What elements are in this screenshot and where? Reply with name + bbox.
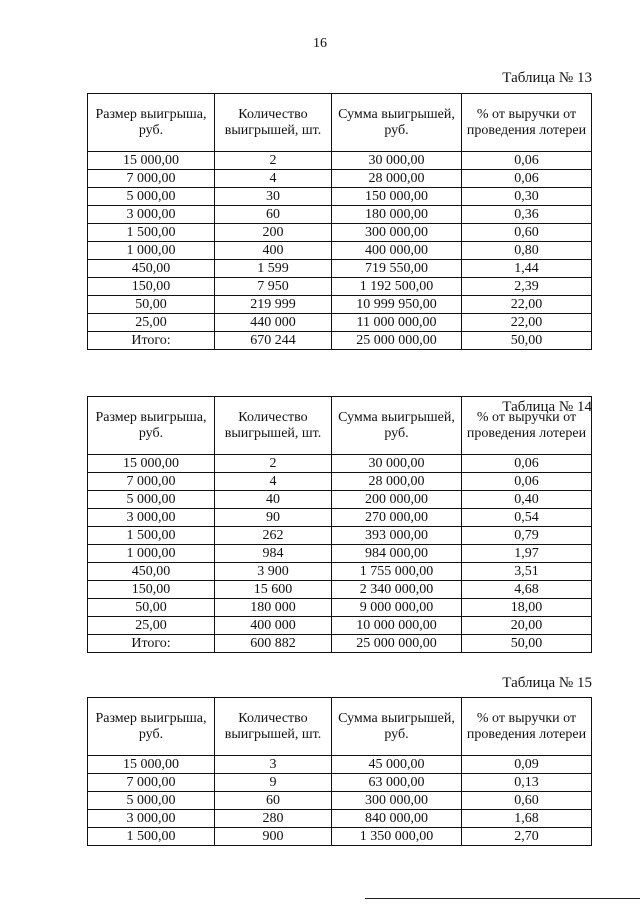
cell-revenue-percent: 0,36: [462, 206, 592, 224]
cell-revenue-percent: 50,00: [462, 635, 592, 653]
cell-prize-count: 200: [215, 224, 332, 242]
table-row: [88, 455, 592, 473]
cell-prize-size: 150,00: [88, 581, 215, 599]
cell-prize-count: 60: [215, 792, 332, 810]
cell-prize-size: 1 000,00: [88, 242, 215, 260]
cell-prize-count: 180 000: [215, 599, 332, 617]
cell-revenue-percent: 0,60: [462, 224, 592, 242]
cell-revenue-percent: 1,97: [462, 545, 592, 563]
table-row: [88, 792, 592, 810]
cell-prize-size: 5 000,00: [88, 491, 215, 509]
cell-revenue-percent: 0,09: [462, 756, 592, 774]
cell-prize-sum: 63 000,00: [332, 774, 462, 792]
cell-revenue-percent: 0,79: [462, 527, 592, 545]
cell-prize-count: 15 600: [215, 581, 332, 599]
cell-revenue-percent: 3,51: [462, 563, 592, 581]
cell-prize-size: 50,00: [88, 296, 215, 314]
cell-prize-size: Итого:: [88, 332, 215, 350]
cell-prize-count: 2: [215, 455, 332, 473]
prize-table-14: [87, 396, 592, 653]
cell-revenue-percent: 0,30: [462, 188, 592, 206]
cell-prize-sum: 150 000,00: [332, 188, 462, 206]
cell-prize-sum: 25 000 000,00: [332, 332, 462, 350]
cell-prize-size: 450,00: [88, 563, 215, 581]
prize-table-13: [87, 93, 592, 350]
cell-prize-count: 4: [215, 473, 332, 491]
table-row: [88, 491, 592, 509]
cell-prize-sum: 1 350 000,00: [332, 828, 462, 846]
cell-prize-count: 40: [215, 491, 332, 509]
cell-prize-sum: 270 000,00: [332, 509, 462, 527]
table-row: [88, 527, 592, 545]
cell-prize-sum: 9 000 000,00: [332, 599, 462, 617]
table-row: [88, 473, 592, 491]
header-prize-count: Количество выигрышей, шт.: [215, 698, 332, 756]
page-number: 16: [313, 36, 327, 51]
cell-revenue-percent: 0,06: [462, 473, 592, 491]
cell-revenue-percent: 0,54: [462, 509, 592, 527]
header-revenue-percent: % от выручки от проведения лотереи: [462, 698, 592, 756]
cell-prize-size: 7 000,00: [88, 170, 215, 188]
table-row: [88, 545, 592, 563]
cell-prize-sum: 840 000,00: [332, 810, 462, 828]
cell-revenue-percent: 1,68: [462, 810, 592, 828]
cell-prize-sum: 30 000,00: [332, 455, 462, 473]
cell-prize-sum: 30 000,00: [332, 152, 462, 170]
cell-prize-size: 7 000,00: [88, 774, 215, 792]
table-row: [88, 170, 592, 188]
prize-table-15: [87, 697, 592, 846]
cell-prize-sum: 28 000,00: [332, 473, 462, 491]
cell-prize-sum: 2 340 000,00: [332, 581, 462, 599]
table-caption-14: Таблица № 14: [502, 399, 592, 415]
header-prize-sum: Сумма выигрышей, руб.: [332, 397, 462, 455]
table-header-row: [88, 94, 592, 152]
cell-prize-size: 450,00: [88, 260, 215, 278]
cell-prize-count: 3 900: [215, 563, 332, 581]
cell-prize-size: 3 000,00: [88, 509, 215, 527]
table-row: [88, 756, 592, 774]
cell-prize-size: 25,00: [88, 314, 215, 332]
cell-revenue-percent: 0,06: [462, 152, 592, 170]
cell-prize-size: 15 000,00: [88, 756, 215, 774]
table-row: [88, 563, 592, 581]
cell-prize-count: 219 999: [215, 296, 332, 314]
cell-prize-size: 150,00: [88, 278, 215, 296]
cell-revenue-percent: 4,68: [462, 581, 592, 599]
cell-prize-sum: 300 000,00: [332, 792, 462, 810]
header-prize-count: Количество выигрышей, шт.: [215, 397, 332, 455]
table-row: [88, 581, 592, 599]
cell-prize-sum: 200 000,00: [332, 491, 462, 509]
table-row: [88, 774, 592, 792]
cell-revenue-percent: 18,00: [462, 599, 592, 617]
cell-prize-sum: 1 192 500,00: [332, 278, 462, 296]
cell-prize-sum: 28 000,00: [332, 170, 462, 188]
cell-revenue-percent: 2,70: [462, 828, 592, 846]
table-row: [88, 828, 592, 846]
cell-prize-count: 440 000: [215, 314, 332, 332]
cell-prize-count: 670 244: [215, 332, 332, 350]
cell-revenue-percent: 0,13: [462, 774, 592, 792]
cell-prize-size: 5 000,00: [88, 792, 215, 810]
cell-prize-count: 400 000: [215, 617, 332, 635]
cell-prize-size: 3 000,00: [88, 810, 215, 828]
footer-divider: [365, 898, 640, 899]
cell-prize-sum: 400 000,00: [332, 242, 462, 260]
cell-prize-count: 2: [215, 152, 332, 170]
header-prize-sum: Сумма выигрышей, руб.: [332, 94, 462, 152]
cell-prize-size: Итого:: [88, 635, 215, 653]
table-row: [88, 509, 592, 527]
cell-prize-size: 50,00: [88, 599, 215, 617]
cell-prize-size: 3 000,00: [88, 206, 215, 224]
cell-prize-sum: 10 999 950,00: [332, 296, 462, 314]
cell-prize-count: 262: [215, 527, 332, 545]
cell-prize-count: 400: [215, 242, 332, 260]
cell-revenue-percent: 0,60: [462, 792, 592, 810]
cell-prize-size: 15 000,00: [88, 455, 215, 473]
table-row: [88, 599, 592, 617]
cell-revenue-percent: 22,00: [462, 296, 592, 314]
cell-prize-size: 25,00: [88, 617, 215, 635]
cell-prize-size: 1 500,00: [88, 828, 215, 846]
cell-prize-sum: 393 000,00: [332, 527, 462, 545]
cell-prize-count: 9: [215, 774, 332, 792]
cell-revenue-percent: 2,39: [462, 278, 592, 296]
cell-revenue-percent: 0,80: [462, 242, 592, 260]
cell-prize-size: 1 000,00: [88, 545, 215, 563]
table-row: [88, 206, 592, 224]
cell-revenue-percent: 50,00: [462, 332, 592, 350]
table-row: [88, 617, 592, 635]
cell-revenue-percent: 1,44: [462, 260, 592, 278]
cell-prize-count: 600 882: [215, 635, 332, 653]
header-prize-size: Размер выигрыша, руб.: [88, 94, 215, 152]
header-revenue-percent: % от выручки от проведения лотереи: [462, 397, 592, 455]
header-revenue-percent: % от выручки от проведения лотереи: [462, 94, 592, 152]
cell-prize-size: 5 000,00: [88, 188, 215, 206]
cell-revenue-percent: 22,00: [462, 314, 592, 332]
table-row: [88, 260, 592, 278]
header-prize-size: Размер выигрыша, руб.: [88, 698, 215, 756]
table-row: [88, 242, 592, 260]
table-caption-15: Таблица № 15: [502, 675, 592, 691]
table-row: [88, 332, 592, 350]
header-prize-count: Количество выигрышей, шт.: [215, 94, 332, 152]
table-caption-13: Таблица № 13: [502, 70, 592, 86]
cell-revenue-percent: 20,00: [462, 617, 592, 635]
cell-prize-size: 1 500,00: [88, 527, 215, 545]
cell-prize-sum: 45 000,00: [332, 756, 462, 774]
table-row: [88, 296, 592, 314]
cell-revenue-percent: 0,40: [462, 491, 592, 509]
table-row: [88, 635, 592, 653]
table-row: [88, 810, 592, 828]
cell-prize-count: 984: [215, 545, 332, 563]
table-header-row: [88, 397, 592, 455]
cell-prize-size: 7 000,00: [88, 473, 215, 491]
header-prize-size: Размер выигрыша, руб.: [88, 397, 215, 455]
cell-prize-sum: 10 000 000,00: [332, 617, 462, 635]
table-row: [88, 188, 592, 206]
cell-prize-sum: 1 755 000,00: [332, 563, 462, 581]
cell-prize-size: 1 500,00: [88, 224, 215, 242]
table-row: [88, 278, 592, 296]
cell-prize-count: 30: [215, 188, 332, 206]
cell-prize-size: 15 000,00: [88, 152, 215, 170]
cell-prize-count: 90: [215, 509, 332, 527]
table-row: [88, 314, 592, 332]
header-prize-sum: Сумма выигрышей, руб.: [332, 698, 462, 756]
cell-prize-count: 7 950: [215, 278, 332, 296]
cell-prize-count: 1 599: [215, 260, 332, 278]
table-row: [88, 224, 592, 242]
table-row: [88, 152, 592, 170]
cell-prize-count: 60: [215, 206, 332, 224]
cell-revenue-percent: 0,06: [462, 455, 592, 473]
cell-prize-count: 280: [215, 810, 332, 828]
cell-revenue-percent: 0,06: [462, 170, 592, 188]
cell-prize-sum: 719 550,00: [332, 260, 462, 278]
cell-prize-count: 900: [215, 828, 332, 846]
cell-prize-sum: 300 000,00: [332, 224, 462, 242]
cell-prize-sum: 25 000 000,00: [332, 635, 462, 653]
cell-prize-count: 4: [215, 170, 332, 188]
cell-prize-sum: 984 000,00: [332, 545, 462, 563]
cell-prize-count: 3: [215, 756, 332, 774]
cell-prize-sum: 180 000,00: [332, 206, 462, 224]
cell-prize-sum: 11 000 000,00: [332, 314, 462, 332]
table-header-row: [88, 698, 592, 756]
